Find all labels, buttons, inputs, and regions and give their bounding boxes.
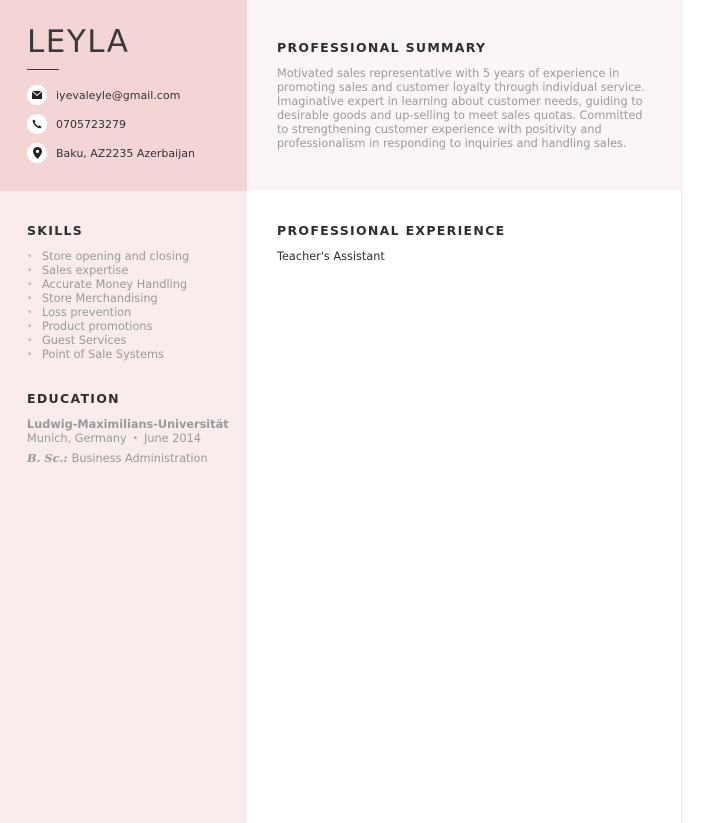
list-item: • Store Merchandising: [27, 292, 189, 306]
contact-address: [27, 143, 195, 163]
list-item: • Loss prevention: [27, 306, 189, 320]
name-divider: [27, 69, 59, 70]
phone-text: 0705723279: [56, 117, 126, 131]
list-item: • Point of Sale Systems: [27, 348, 189, 362]
education-meta: [27, 432, 201, 445]
education-date: June 2014: [144, 432, 201, 445]
list-item: • Sales expertise: [27, 264, 189, 278]
list-item: • Accurate Money Handling: [27, 278, 189, 292]
phone-icon: [27, 114, 47, 134]
summary-heading: PROFESSIONAL SUMMARY: [277, 40, 487, 55]
experience-heading: PROFESSIONAL EXPERIENCE: [277, 223, 506, 238]
contact-email: [27, 85, 180, 105]
contact-phone: [27, 114, 126, 134]
education-degree: B. Sc.:: [27, 451, 68, 465]
location-pin-icon: [27, 143, 47, 163]
education-school: Ludwig-Maximilians-Universität: [27, 418, 229, 431]
education-heading: EDUCATION: [27, 391, 120, 406]
candidate-name: LEYLA: [27, 24, 130, 60]
separator-dot: •: [132, 433, 138, 444]
job-title: Teacher's Assistant: [277, 250, 385, 263]
address-text: Baku, AZ2235 Azerbaijan: [56, 146, 195, 160]
page-margin: [681, 0, 709, 823]
envelope-icon: [27, 85, 47, 105]
education-field: Business Administration: [71, 452, 208, 465]
list-item: • Guest Services: [27, 334, 189, 348]
skills-heading: SKILLS: [27, 223, 84, 238]
email-text: iyevaleyle@gmail.com: [56, 88, 181, 102]
skills-list: [27, 250, 189, 362]
summary-text: Motivated sales representative with 5 years of experience in promoting sales and customer loyalty through individual service. Imaginative expert in learning about customer needs, guiding to desirable goods and up-selling to meet sales quotas. Committed to strengthening customer experience with positivity and professionalism in responding to inquiries and handling sales.: [277, 67, 645, 150]
education-degree-line: [27, 451, 208, 465]
education-location: Munich, Germany: [27, 432, 127, 445]
list-item: • Store opening and closing: [27, 250, 189, 264]
list-item: • Product promotions: [27, 320, 189, 334]
